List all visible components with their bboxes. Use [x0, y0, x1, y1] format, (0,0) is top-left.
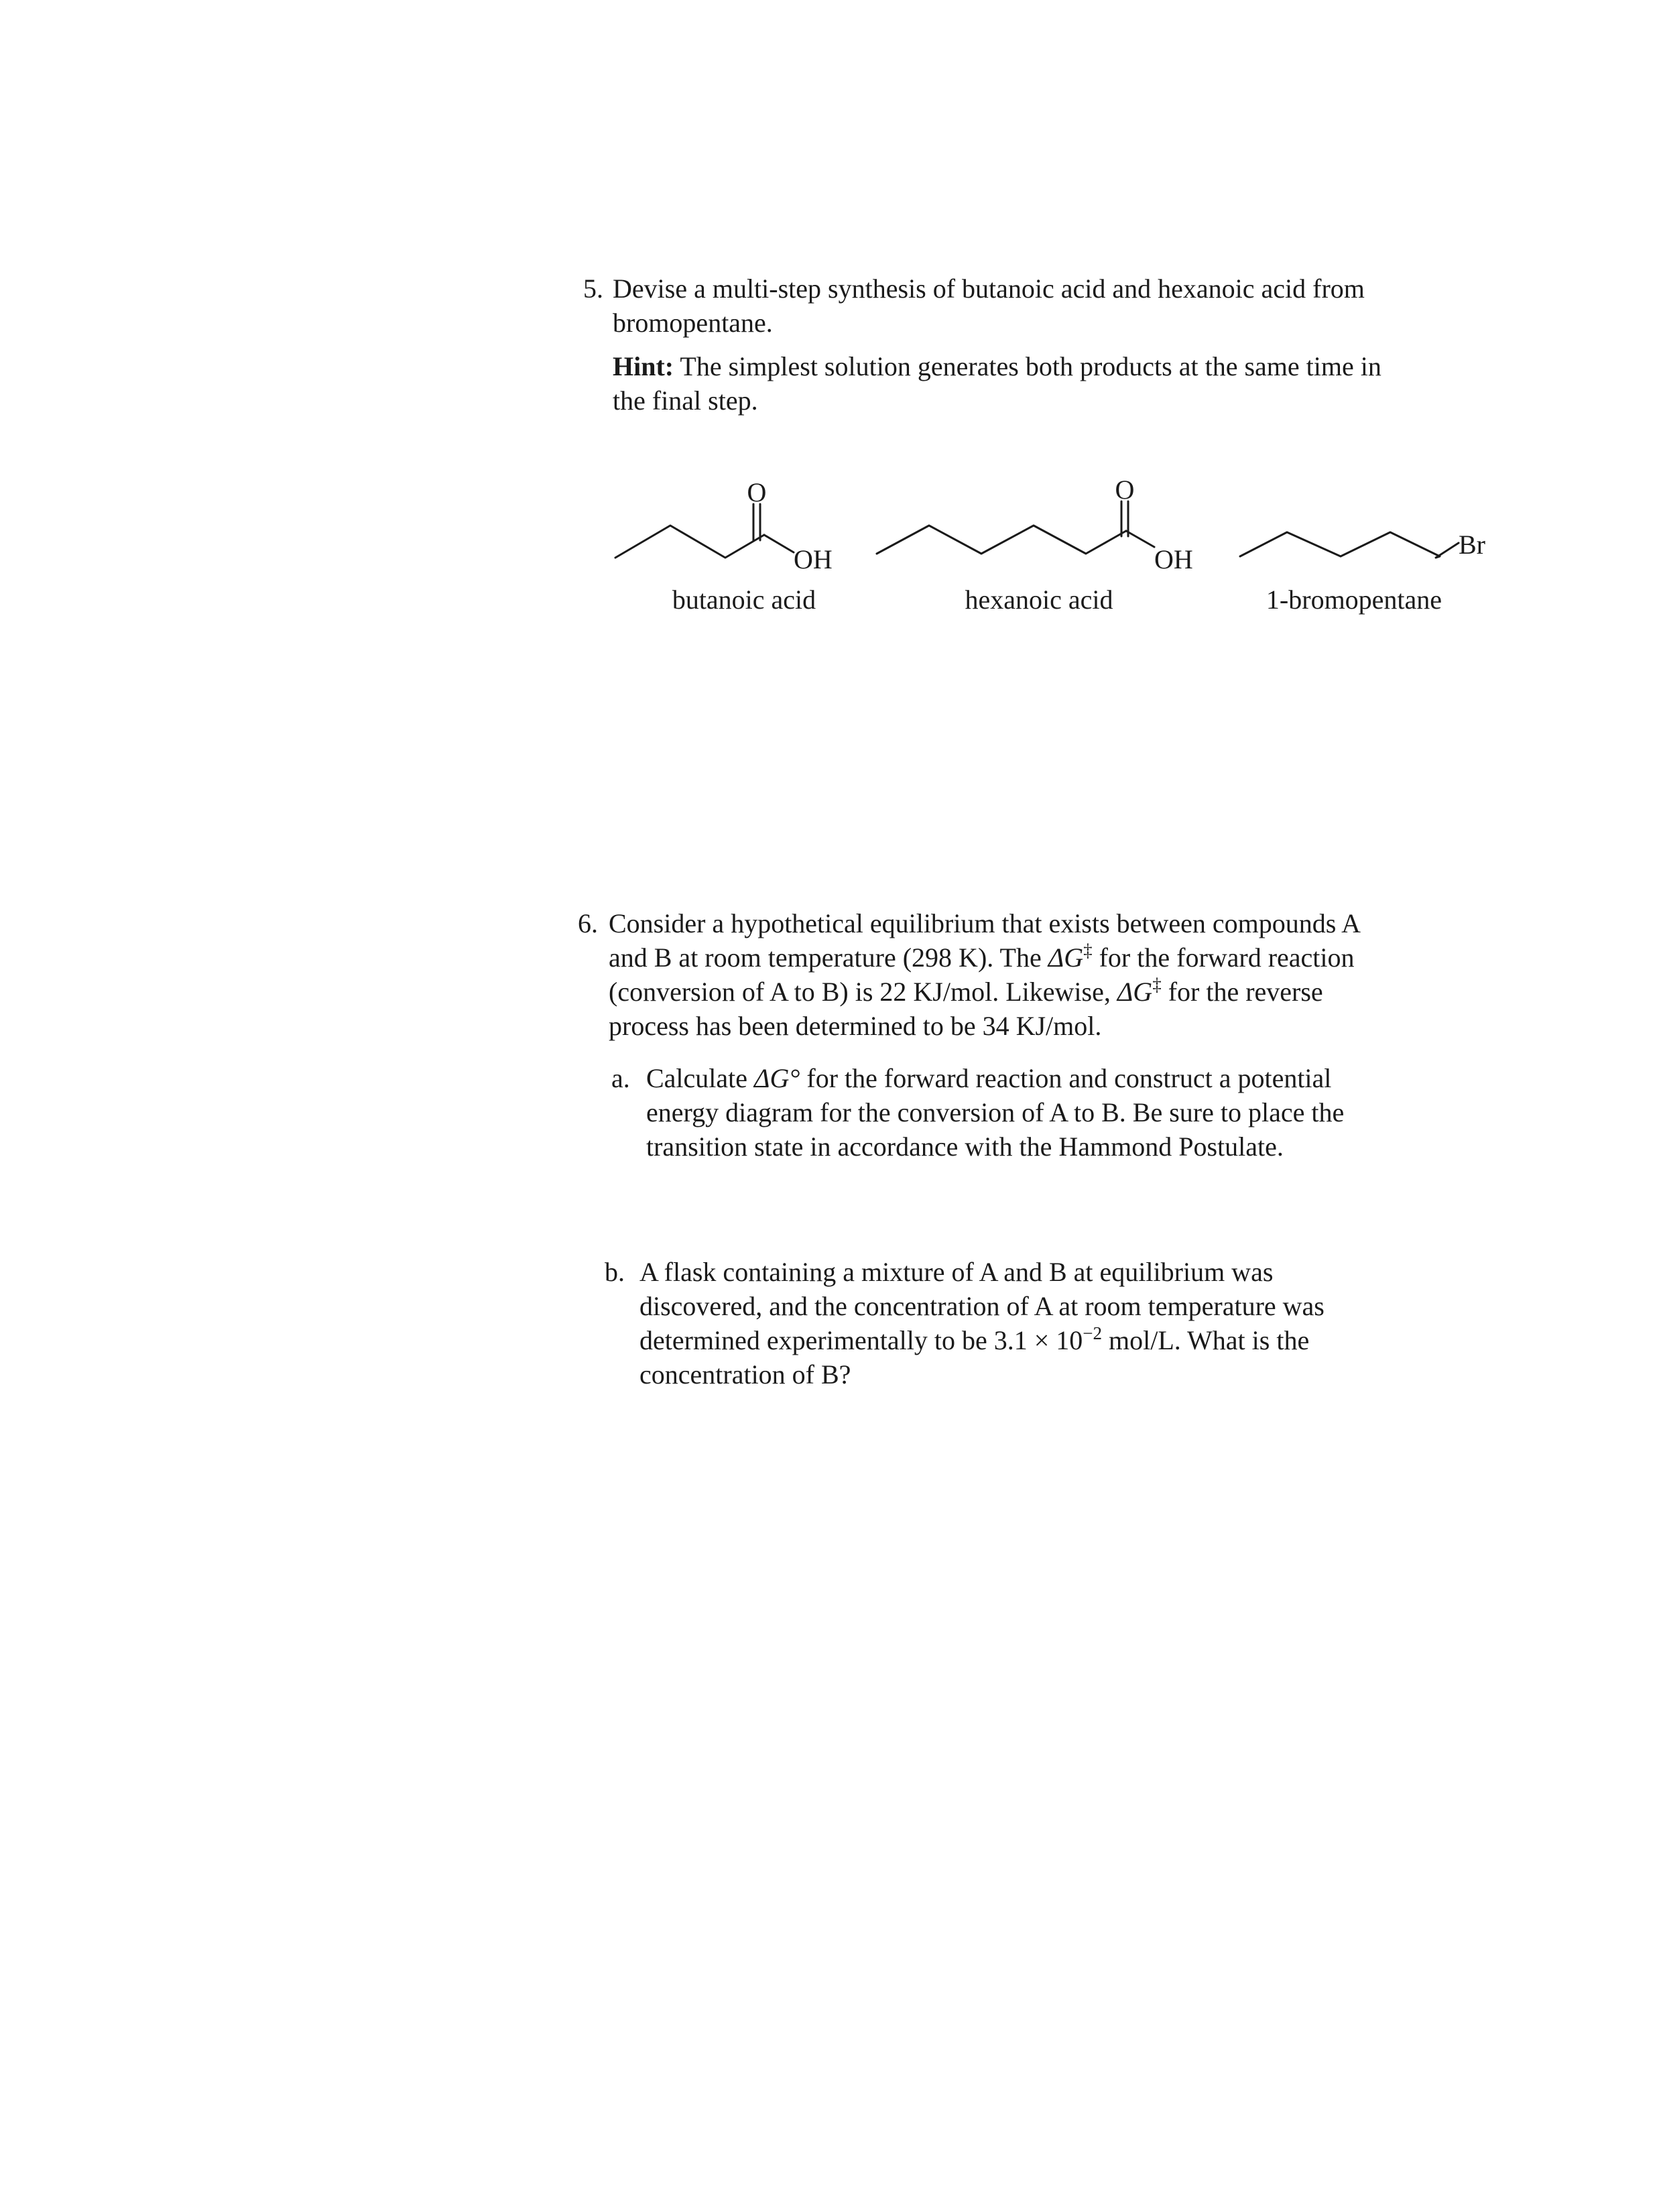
part-a-line-1: Calculate ΔG° for the forward reaction and construct a potential — [646, 1063, 1332, 1093]
part-b-line-4: concentration of B? — [639, 1359, 851, 1390]
hexanoic-hydroxyl: OH — [1154, 544, 1193, 574]
problem-5-hint — [613, 349, 1535, 418]
hint-line-2: the final step. — [613, 385, 758, 416]
ddagger-symbol: ‡ — [1152, 975, 1162, 995]
problem-5-line-2: bromopentane. — [613, 308, 773, 338]
problem-6-line-2: and B at room temperature (298 K). The ΔG‡ for the forward reaction — [609, 940, 1355, 973]
part-a-text — [646, 1061, 1550, 1164]
hexanoic-carbonyl-o: O — [1115, 475, 1135, 505]
bromopentane-name: 1-bromopentane — [1266, 585, 1442, 615]
part-b-letter: b. — [605, 1257, 625, 1287]
problem-6-text — [609, 906, 1550, 1043]
part-b-line-3: determined experimentally to be $3.1 \times 10^{-2}$ mol/L. What is the — [639, 1323, 1310, 1355]
bromopentane-halogen: Br — [1459, 530, 1485, 560]
butanoic-carbonyl-o: O — [747, 477, 767, 507]
problem-6-line-4: process has been determined to be 34 KJ/mol. — [609, 1011, 1102, 1041]
delta-g-degree-symbol: ΔG° — [754, 1063, 800, 1093]
butanoic-acid-chain — [615, 526, 764, 558]
part-a-letter: a. — [611, 1063, 630, 1093]
part-a-line-3: transition state in accordance with the Hammond Postulate. — [646, 1131, 1284, 1162]
problem-5-number: 5. — [583, 273, 603, 304]
problem-5-text — [613, 271, 1535, 340]
hexanoic-acid-name: hexanoic acid — [965, 585, 1113, 615]
part-b-line-2: discovered, and the concentration of A at room temperature was — [639, 1291, 1325, 1321]
problem-6-line-3: (conversion of A to B) is 22 KJ/mol. Likewise, ΔG‡ for the reverse — [609, 975, 1323, 1007]
problem-5 — [583, 271, 1535, 418]
bromopentane-chain — [1240, 532, 1459, 558]
butanoic-hydroxyl: OH — [794, 544, 833, 574]
hexanoic-acid-chain — [877, 526, 1126, 554]
ddagger-symbol: ‡ — [1083, 940, 1093, 961]
problem-5-line-1: Devise a multi-step synthesis of butanoic acid and hexanoic acid from — [613, 273, 1365, 304]
delta-g-symbol: ΔG — [1117, 977, 1153, 1007]
part-b-line-1: A flask containing a mixture of A and B at equilibrium was — [639, 1257, 1274, 1287]
hint-label: Hint: — [613, 351, 674, 381]
problem-6-line-1: Consider a hypothetical equilibrium that exists between compounds A — [609, 908, 1361, 938]
part-b-text — [639, 1255, 1550, 1392]
problem-6-number: 6. — [578, 908, 598, 938]
problem-6 — [578, 906, 1550, 1043]
hint-line-1: The simplest solution generates both products at the same time in — [680, 351, 1381, 381]
problem-6-part-a — [611, 1061, 1550, 1164]
part-a-line-2: energy diagram for the conversion of A to B. Be sure to place the — [646, 1097, 1345, 1127]
delta-g-symbol: ΔG — [1048, 942, 1084, 973]
problem-6-part-b — [605, 1255, 1550, 1392]
exponent: −2 — [1083, 1323, 1102, 1343]
butanoic-acid-name: butanoic acid — [672, 585, 816, 615]
